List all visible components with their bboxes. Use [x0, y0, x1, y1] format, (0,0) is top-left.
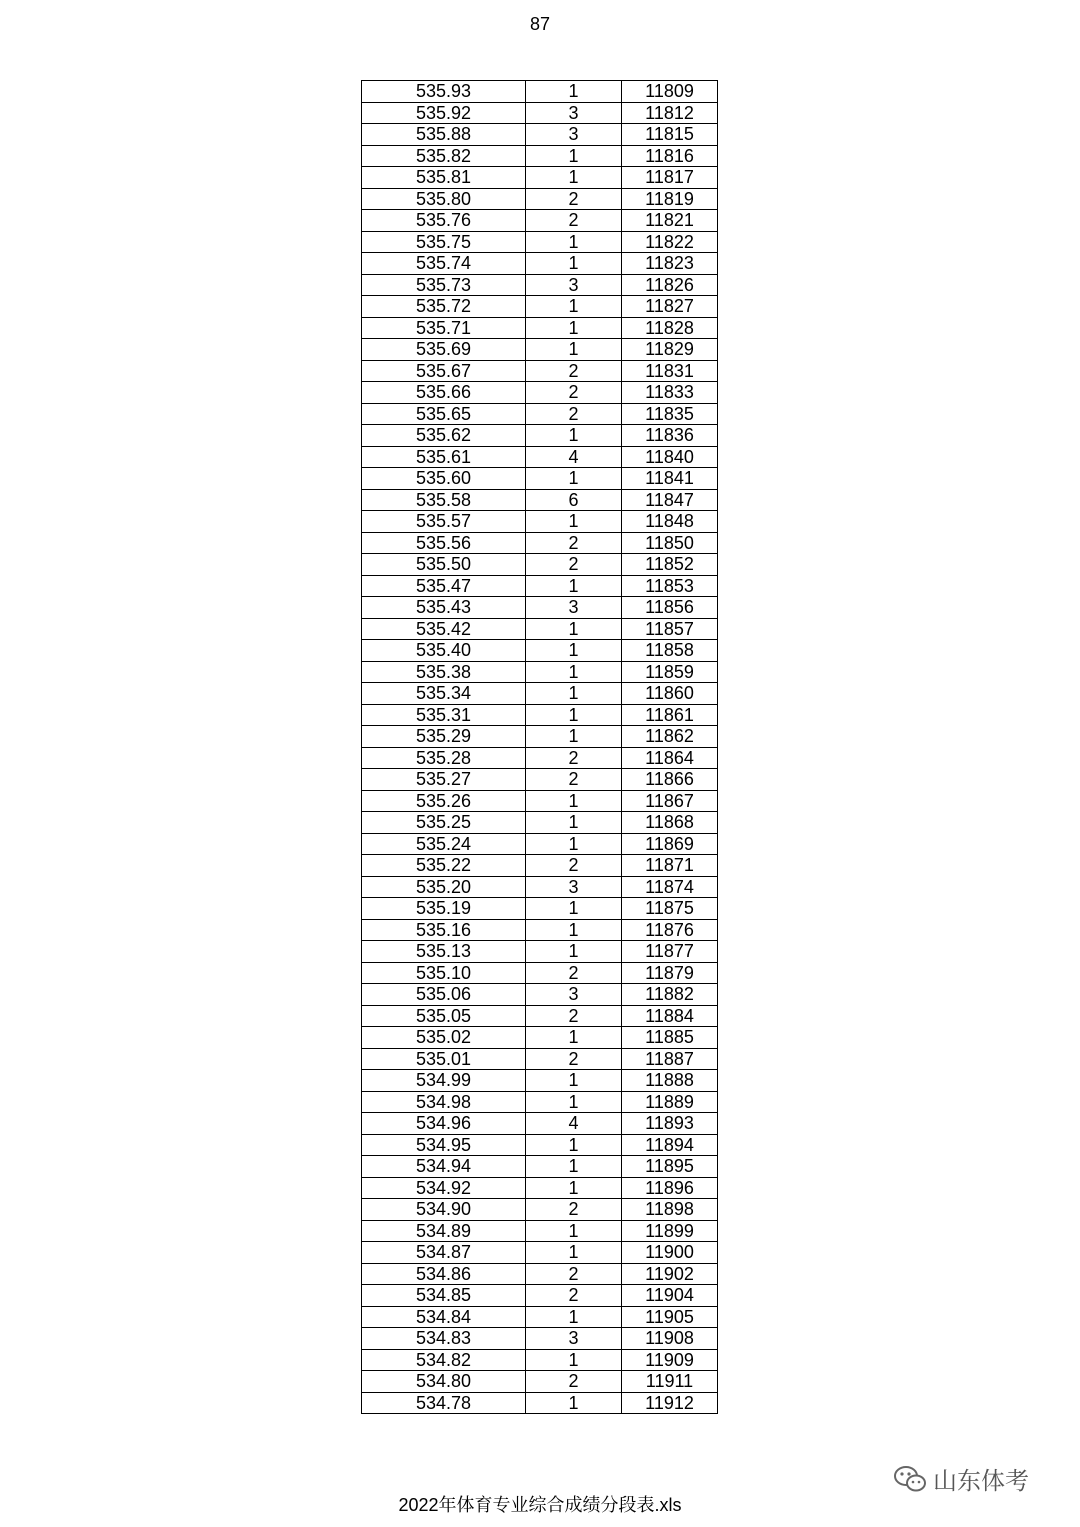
count-cell: 1: [526, 919, 622, 941]
cumulative-cell: 11862: [622, 726, 718, 748]
count-cell: 6: [526, 489, 622, 511]
cumulative-cell: 11896: [622, 1177, 718, 1199]
table-row: [362, 1027, 718, 1049]
cumulative-cell: 11833: [622, 382, 718, 404]
cumulative-cell: 11874: [622, 876, 718, 898]
count-cell: 1: [526, 1177, 622, 1199]
cumulative-cell: 11909: [622, 1349, 718, 1371]
cumulative-cell: 11858: [622, 640, 718, 662]
score-cell: 535.29: [362, 726, 526, 748]
score-cell: 535.58: [362, 489, 526, 511]
score-cell: 535.02: [362, 1027, 526, 1049]
score-cell: 535.82: [362, 145, 526, 167]
count-cell: 1: [526, 1349, 622, 1371]
cumulative-cell: 11852: [622, 554, 718, 576]
table-row: [362, 124, 718, 146]
table-row: [362, 425, 718, 447]
score-cell: 535.57: [362, 511, 526, 533]
table-row: [362, 1199, 718, 1221]
cumulative-cell: 11869: [622, 833, 718, 855]
score-cell: 535.27: [362, 769, 526, 791]
score-cell: 535.76: [362, 210, 526, 232]
table-row: [362, 1091, 718, 1113]
table-row: [362, 1306, 718, 1328]
table-row: [362, 575, 718, 597]
score-cell: 535.05: [362, 1005, 526, 1027]
cumulative-cell: 11875: [622, 898, 718, 920]
table-row: [362, 532, 718, 554]
count-cell: 1: [526, 812, 622, 834]
table-row: [362, 382, 718, 404]
cumulative-cell: 11823: [622, 253, 718, 275]
count-cell: 2: [526, 210, 622, 232]
count-cell: 1: [526, 790, 622, 812]
table-row: [362, 489, 718, 511]
score-cell: 535.69: [362, 339, 526, 361]
count-cell: 1: [526, 941, 622, 963]
score-cell: 534.94: [362, 1156, 526, 1178]
score-cell: 535.47: [362, 575, 526, 597]
table-row: [362, 855, 718, 877]
score-cell: 535.75: [362, 231, 526, 253]
table-row: [362, 145, 718, 167]
count-cell: 2: [526, 532, 622, 554]
count-cell: 3: [526, 124, 622, 146]
score-cell: 535.25: [362, 812, 526, 834]
score-cell: 534.90: [362, 1199, 526, 1221]
score-cell: 534.84: [362, 1306, 526, 1328]
table-row: [362, 962, 718, 984]
cumulative-cell: 11911: [622, 1371, 718, 1393]
table-row: [362, 403, 718, 425]
score-cell: 534.80: [362, 1371, 526, 1393]
count-cell: 1: [526, 1027, 622, 1049]
cumulative-cell: 11857: [622, 618, 718, 640]
cumulative-cell: 11887: [622, 1048, 718, 1070]
table-row: [362, 1371, 718, 1393]
cumulative-cell: 11856: [622, 597, 718, 619]
count-cell: 2: [526, 747, 622, 769]
cumulative-cell: 11840: [622, 446, 718, 468]
count-cell: 1: [526, 231, 622, 253]
table-row: [362, 554, 718, 576]
score-cell: 535.67: [362, 360, 526, 382]
table-body: [362, 81, 718, 1414]
count-cell: 1: [526, 898, 622, 920]
score-cell: 534.78: [362, 1392, 526, 1414]
score-cell: 535.38: [362, 661, 526, 683]
table-row: [362, 790, 718, 812]
count-cell: 1: [526, 167, 622, 189]
count-cell: 1: [526, 1220, 622, 1242]
table-row: [362, 188, 718, 210]
count-cell: 3: [526, 597, 622, 619]
cumulative-cell: 11827: [622, 296, 718, 318]
score-cell: 535.26: [362, 790, 526, 812]
cumulative-cell: 11876: [622, 919, 718, 941]
footer-filename: 2022年体育专业综合成绩分段表.xls: [398, 1495, 682, 1515]
cumulative-cell: 11882: [622, 984, 718, 1006]
table-row: [362, 898, 718, 920]
table-row: [362, 210, 718, 232]
table-row: [362, 941, 718, 963]
table-row: [362, 726, 718, 748]
score-cell: 535.34: [362, 683, 526, 705]
count-cell: 1: [526, 339, 622, 361]
count-cell: 1: [526, 468, 622, 490]
cumulative-cell: 11885: [622, 1027, 718, 1049]
score-cell: 534.89: [362, 1220, 526, 1242]
score-cell: 534.86: [362, 1263, 526, 1285]
cumulative-cell: 11899: [622, 1220, 718, 1242]
table-row: [362, 253, 718, 275]
count-cell: 1: [526, 296, 622, 318]
table-row: [362, 747, 718, 769]
count-cell: 1: [526, 833, 622, 855]
cumulative-cell: 11893: [622, 1113, 718, 1135]
count-cell: 2: [526, 382, 622, 404]
table-row: [362, 81, 718, 103]
cumulative-cell: 11816: [622, 145, 718, 167]
count-cell: 1: [526, 618, 622, 640]
score-cell: 535.10: [362, 962, 526, 984]
count-cell: 3: [526, 1328, 622, 1350]
count-cell: 1: [526, 683, 622, 705]
cumulative-cell: 11895: [622, 1156, 718, 1178]
cumulative-cell: 11853: [622, 575, 718, 597]
score-cell: 535.80: [362, 188, 526, 210]
cumulative-cell: 11829: [622, 339, 718, 361]
table-row: [362, 618, 718, 640]
count-cell: 1: [526, 317, 622, 339]
score-cell: 534.98: [362, 1091, 526, 1113]
cumulative-cell: 11831: [622, 360, 718, 382]
count-cell: 3: [526, 984, 622, 1006]
count-cell: 4: [526, 1113, 622, 1135]
score-cell: 535.40: [362, 640, 526, 662]
count-cell: 1: [526, 81, 622, 103]
table-row: [362, 1220, 718, 1242]
table-row: [362, 661, 718, 683]
cumulative-cell: 11817: [622, 167, 718, 189]
count-cell: 1: [526, 1242, 622, 1264]
table-row: [362, 1070, 718, 1092]
score-cell: 535.56: [362, 532, 526, 554]
cumulative-cell: 11841: [622, 468, 718, 490]
cumulative-cell: 11879: [622, 962, 718, 984]
table-row: [362, 1285, 718, 1307]
table-row: [362, 1392, 718, 1414]
cumulative-cell: 11912: [622, 1392, 718, 1414]
table-row: [362, 1177, 718, 1199]
table-row: [362, 704, 718, 726]
cumulative-cell: 11860: [622, 683, 718, 705]
cumulative-cell: 11812: [622, 102, 718, 124]
score-cell: 535.65: [362, 403, 526, 425]
count-cell: 2: [526, 1371, 622, 1393]
cumulative-cell: 11861: [622, 704, 718, 726]
count-cell: 2: [526, 1005, 622, 1027]
count-cell: 2: [526, 962, 622, 984]
cumulative-cell: 11877: [622, 941, 718, 963]
score-cell: 534.96: [362, 1113, 526, 1135]
score-cell: 535.42: [362, 618, 526, 640]
score-cell: 535.20: [362, 876, 526, 898]
count-cell: 2: [526, 1263, 622, 1285]
score-cell: 535.60: [362, 468, 526, 490]
cumulative-cell: 11871: [622, 855, 718, 877]
table-row: [362, 102, 718, 124]
score-cell: 535.31: [362, 704, 526, 726]
cumulative-cell: 11905: [622, 1306, 718, 1328]
table-row: [362, 511, 718, 533]
score-cell: 535.22: [362, 855, 526, 877]
cumulative-cell: 11848: [622, 511, 718, 533]
table-row: [362, 984, 718, 1006]
table-row: [362, 640, 718, 662]
count-cell: 1: [526, 640, 622, 662]
score-cell: 534.92: [362, 1177, 526, 1199]
score-cell: 535.43: [362, 597, 526, 619]
count-cell: 1: [526, 575, 622, 597]
score-cell: 534.82: [362, 1349, 526, 1371]
cumulative-cell: 11850: [622, 532, 718, 554]
score-distribution-table: [361, 80, 718, 1414]
table-row: [362, 919, 718, 941]
score-cell: 535.66: [362, 382, 526, 404]
count-cell: 1: [526, 1091, 622, 1113]
cumulative-cell: 11819: [622, 188, 718, 210]
cumulative-cell: 11864: [622, 747, 718, 769]
table-row: [362, 1263, 718, 1285]
cumulative-cell: 11836: [622, 425, 718, 447]
score-cell: 535.19: [362, 898, 526, 920]
table-row: [362, 1349, 718, 1371]
table-row: [362, 274, 718, 296]
count-cell: 2: [526, 1199, 622, 1221]
table-row: [362, 231, 718, 253]
score-cell: 534.95: [362, 1134, 526, 1156]
wechat-icon: [893, 1464, 927, 1494]
table-row: [362, 1048, 718, 1070]
count-cell: 1: [526, 1392, 622, 1414]
score-cell: 535.71: [362, 317, 526, 339]
cumulative-cell: 11900: [622, 1242, 718, 1264]
cumulative-cell: 11888: [622, 1070, 718, 1092]
score-cell: 534.99: [362, 1070, 526, 1092]
score-cell: 535.50: [362, 554, 526, 576]
cumulative-cell: 11809: [622, 81, 718, 103]
count-cell: 1: [526, 1070, 622, 1092]
count-cell: 2: [526, 188, 622, 210]
count-cell: 2: [526, 855, 622, 877]
cumulative-cell: 11884: [622, 1005, 718, 1027]
score-cell: 535.61: [362, 446, 526, 468]
score-cell: 535.73: [362, 274, 526, 296]
count-cell: 1: [526, 511, 622, 533]
cumulative-cell: 11908: [622, 1328, 718, 1350]
count-cell: 3: [526, 876, 622, 898]
table-row: [362, 812, 718, 834]
count-cell: 2: [526, 360, 622, 382]
score-cell: 535.28: [362, 747, 526, 769]
score-cell: 535.06: [362, 984, 526, 1006]
table-row: [362, 468, 718, 490]
cumulative-cell: 11898: [622, 1199, 718, 1221]
score-cell: 534.83: [362, 1328, 526, 1350]
cumulative-cell: 11822: [622, 231, 718, 253]
count-cell: 1: [526, 704, 622, 726]
count-cell: 2: [526, 403, 622, 425]
cumulative-cell: 11835: [622, 403, 718, 425]
cumulative-cell: 11868: [622, 812, 718, 834]
score-cell: 535.88: [362, 124, 526, 146]
count-cell: 1: [526, 661, 622, 683]
table-row: [362, 296, 718, 318]
cumulative-cell: 11859: [622, 661, 718, 683]
cumulative-cell: 11828: [622, 317, 718, 339]
page-number: 87: [529, 14, 551, 34]
watermark-text: 山东体考: [933, 1467, 1029, 1495]
count-cell: 1: [526, 145, 622, 167]
count-cell: 1: [526, 253, 622, 275]
table-row: [362, 1005, 718, 1027]
score-cell: 535.62: [362, 425, 526, 447]
score-cell: 535.01: [362, 1048, 526, 1070]
score-cell: 535.74: [362, 253, 526, 275]
count-cell: 2: [526, 1048, 622, 1070]
table-row: [362, 167, 718, 189]
score-cell: 535.81: [362, 167, 526, 189]
score-cell: 535.92: [362, 102, 526, 124]
count-cell: 2: [526, 554, 622, 576]
count-cell: 3: [526, 274, 622, 296]
table-row: [362, 1242, 718, 1264]
cumulative-cell: 11821: [622, 210, 718, 232]
table-row: [362, 1113, 718, 1135]
score-cell: 534.85: [362, 1285, 526, 1307]
table-row: [362, 833, 718, 855]
cumulative-cell: 11866: [622, 769, 718, 791]
cumulative-cell: 11902: [622, 1263, 718, 1285]
count-cell: 1: [526, 425, 622, 447]
score-cell: 535.13: [362, 941, 526, 963]
table-row: [362, 317, 718, 339]
table-row: [362, 446, 718, 468]
count-cell: 1: [526, 726, 622, 748]
count-cell: 3: [526, 102, 622, 124]
table-row: [362, 597, 718, 619]
score-cell: 535.24: [362, 833, 526, 855]
score-cell: 535.93: [362, 81, 526, 103]
cumulative-cell: 11894: [622, 1134, 718, 1156]
table-row: [362, 769, 718, 791]
count-cell: 1: [526, 1156, 622, 1178]
table-row: [362, 1156, 718, 1178]
count-cell: 1: [526, 1134, 622, 1156]
count-cell: 4: [526, 446, 622, 468]
score-cell: 534.87: [362, 1242, 526, 1264]
count-cell: 2: [526, 769, 622, 791]
score-cell: 535.72: [362, 296, 526, 318]
cumulative-cell: 11867: [622, 790, 718, 812]
count-cell: 1: [526, 1306, 622, 1328]
table-row: [362, 360, 718, 382]
cumulative-cell: 11847: [622, 489, 718, 511]
table-row: [362, 1134, 718, 1156]
table-row: [362, 1328, 718, 1350]
table-row: [362, 876, 718, 898]
cumulative-cell: 11815: [622, 124, 718, 146]
cumulative-cell: 11889: [622, 1091, 718, 1113]
cumulative-cell: 11904: [622, 1285, 718, 1307]
count-cell: 2: [526, 1285, 622, 1307]
table-row: [362, 683, 718, 705]
cumulative-cell: 11826: [622, 274, 718, 296]
table-row: [362, 339, 718, 361]
score-cell: 535.16: [362, 919, 526, 941]
